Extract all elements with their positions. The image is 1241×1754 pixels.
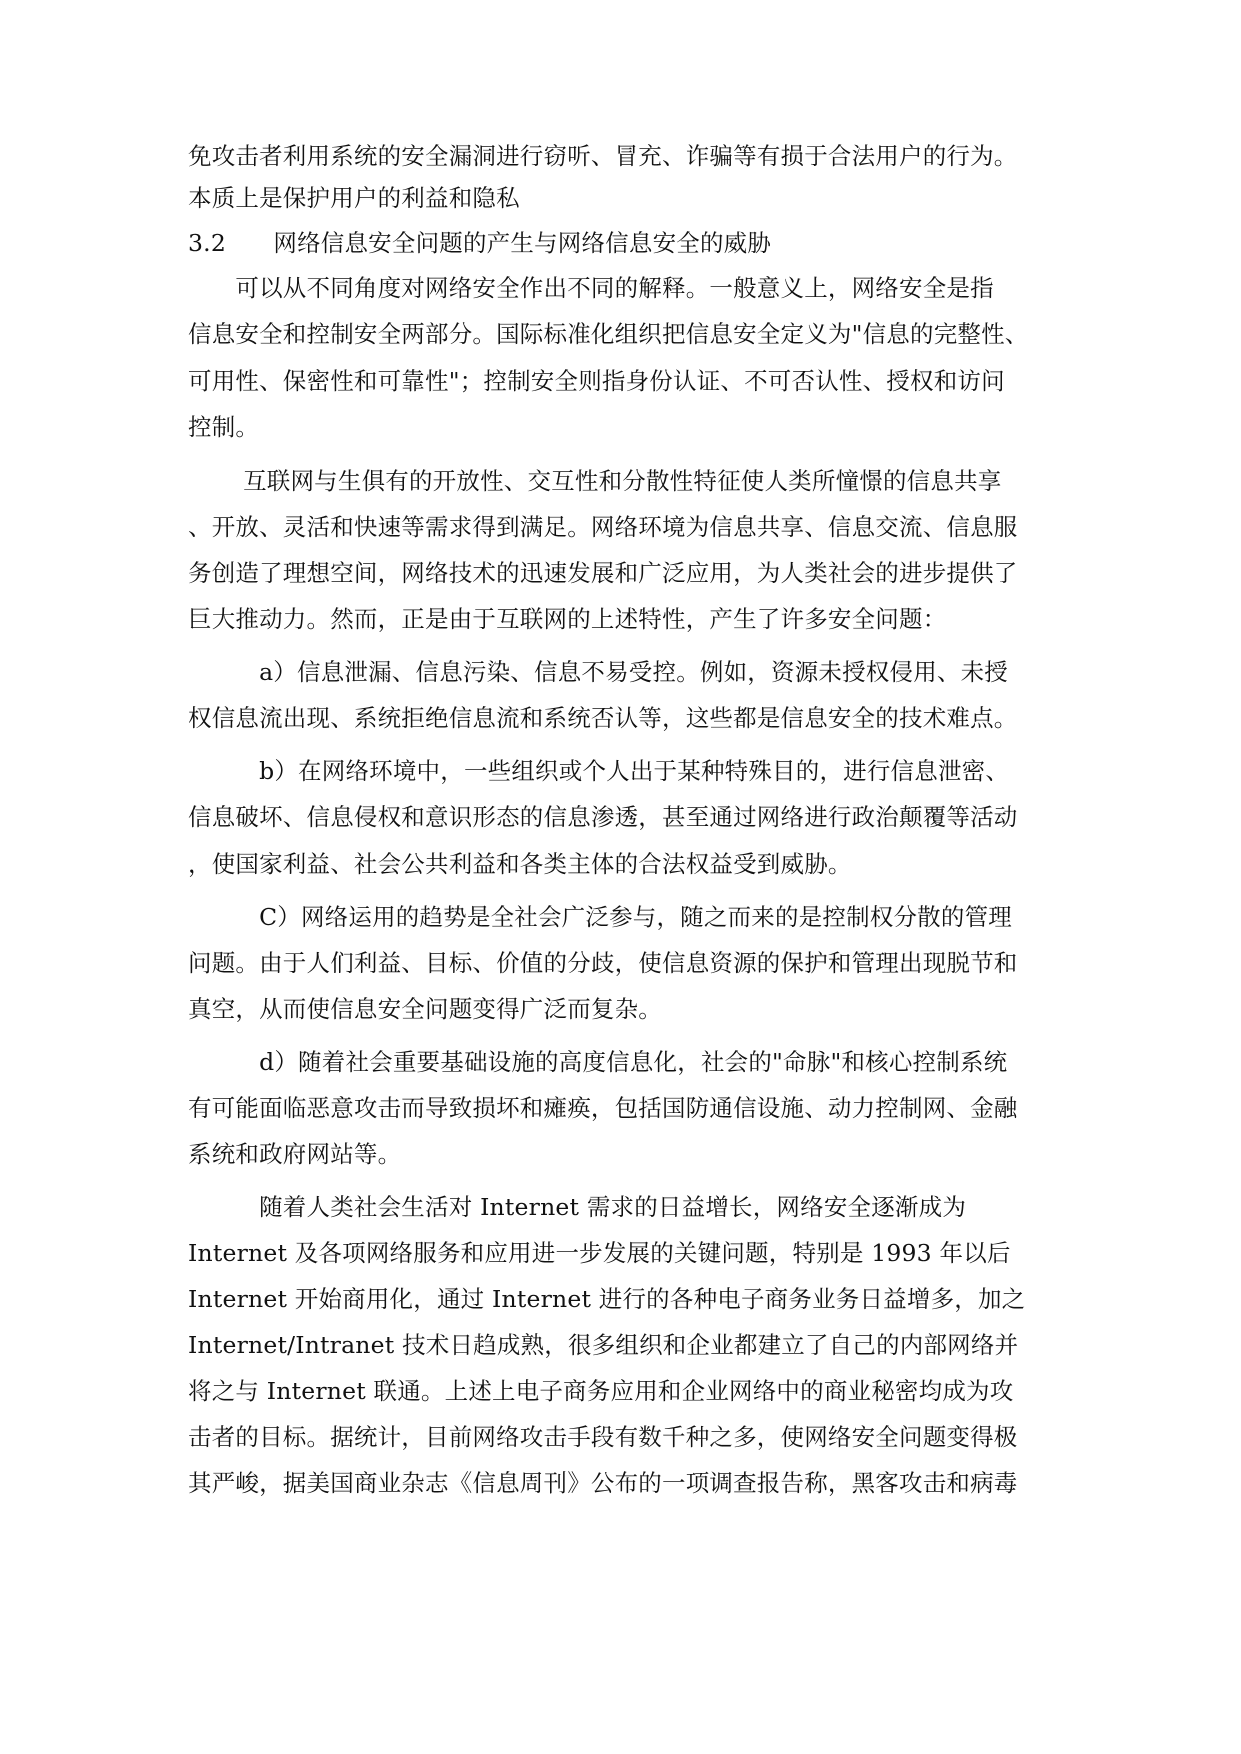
text-line: Internet 开始商用化，通过 Internet 进行的各种电子商务业务日益增多，加之 <box>188 1285 1026 1313</box>
text-line: 巨大推动力。然而，正是由于互联网的上述特性，产生了许多安全问题： <box>188 605 947 633</box>
text-line: 系统和政府网站等。 <box>188 1140 402 1168</box>
text-line: 控制。 <box>188 413 260 441</box>
text-line: 可用性、保密性和可靠性"；控制安全则指身份认证、不可否认性、授权和访问 <box>188 367 1005 395</box>
text-line: Internet 及各项网络服务和应用进一步发展的关键问题，特别是 1993 年以后 <box>188 1239 1011 1267</box>
text-line: C）网络运用的趋势是全社会广泛参与，随之而来的是控制权分散的管理 <box>188 903 1012 931</box>
text-line: 互联网与生俱有的开放性、交互性和分散性特征使人类所憧憬的信息共享 <box>188 467 1002 495</box>
text-line: ，使国家利益、社会公共利益和各类主体的合法权益受到威胁。 <box>188 850 852 878</box>
text-line: a）信息泄漏、信息污染、信息不易受控。例如，资源未授权侵用、未授 <box>188 658 1009 686</box>
text-line: b）在网络环境中，一些组织或个人出于某种特殊目的，进行信息泄密、 <box>188 757 1010 785</box>
text-line: 真空，从而使信息安全问题变得广泛而复杂。 <box>188 995 662 1023</box>
text-line: 其严峻，据美国商业杂志《信息周刊》公布的一项调查报告称，黑客攻击和病毒 <box>188 1469 1018 1497</box>
text-line: 免攻击者利用系统的安全漏洞进行窃听、冒充、诈骗等有损于合法用户的行为。 <box>188 142 1018 170</box>
text-line: 权信息流出现、系统拒绝信息流和系统否认等，这些都是信息安全的技术难点。 <box>188 704 1018 732</box>
section-heading: 3.2 网络信息安全问题的产生与网络信息安全的威胁 <box>188 229 772 257</box>
text-line: 、开放、灵活和快速等需求得到满足。网络环境为信息共享、信息交流、信息服 <box>188 513 1018 541</box>
text-line: 可以从不同角度对网络安全作出不同的解释。一般意义上，网络安全是指 <box>188 274 994 302</box>
text-line: 击者的目标。据统计，目前网络攻击手段有数千种之多，使网络安全问题变得极 <box>188 1423 1018 1451</box>
text-line: 务创造了理想空间，网络技术的迅速发展和广泛应用，为人类社会的进步提供了 <box>188 559 1018 587</box>
text-line: 问题。由于人们利益、目标、价值的分歧，使信息资源的保护和管理出现脱节和 <box>188 949 1018 977</box>
text-line: d）随着社会重要基础设施的高度信息化，社会的"命脉"和核心控制系统 <box>188 1048 1008 1076</box>
text-line: 有可能面临恶意攻击而导致损坏和瘫痪，包括国防通信设施、动力控制网、金融 <box>188 1094 1018 1122</box>
text-line: 本质上是保护用户的利益和隐私 <box>188 184 520 212</box>
text-line: 信息破坏、信息侵权和意识形态的信息渗透，甚至通过网络进行政治颠覆等活动 <box>188 803 1018 831</box>
text-line: Internet/Intranet 技术日趋成熟，很多组织和企业都建立了自己的内部网络并 <box>188 1331 1019 1359</box>
text-line: 将之与 Internet 联通。上述上电子商务应用和企业网络中的商业秘密均成为攻 <box>188 1377 1014 1405</box>
text-line: 信息安全和控制安全两部分。国际标准化组织把信息安全定义为"信息的完整性、 <box>188 320 1029 348</box>
text-line: 随着人类社会生活对 Internet 需求的日益增长，网络安全逐渐成为 <box>188 1193 967 1221</box>
